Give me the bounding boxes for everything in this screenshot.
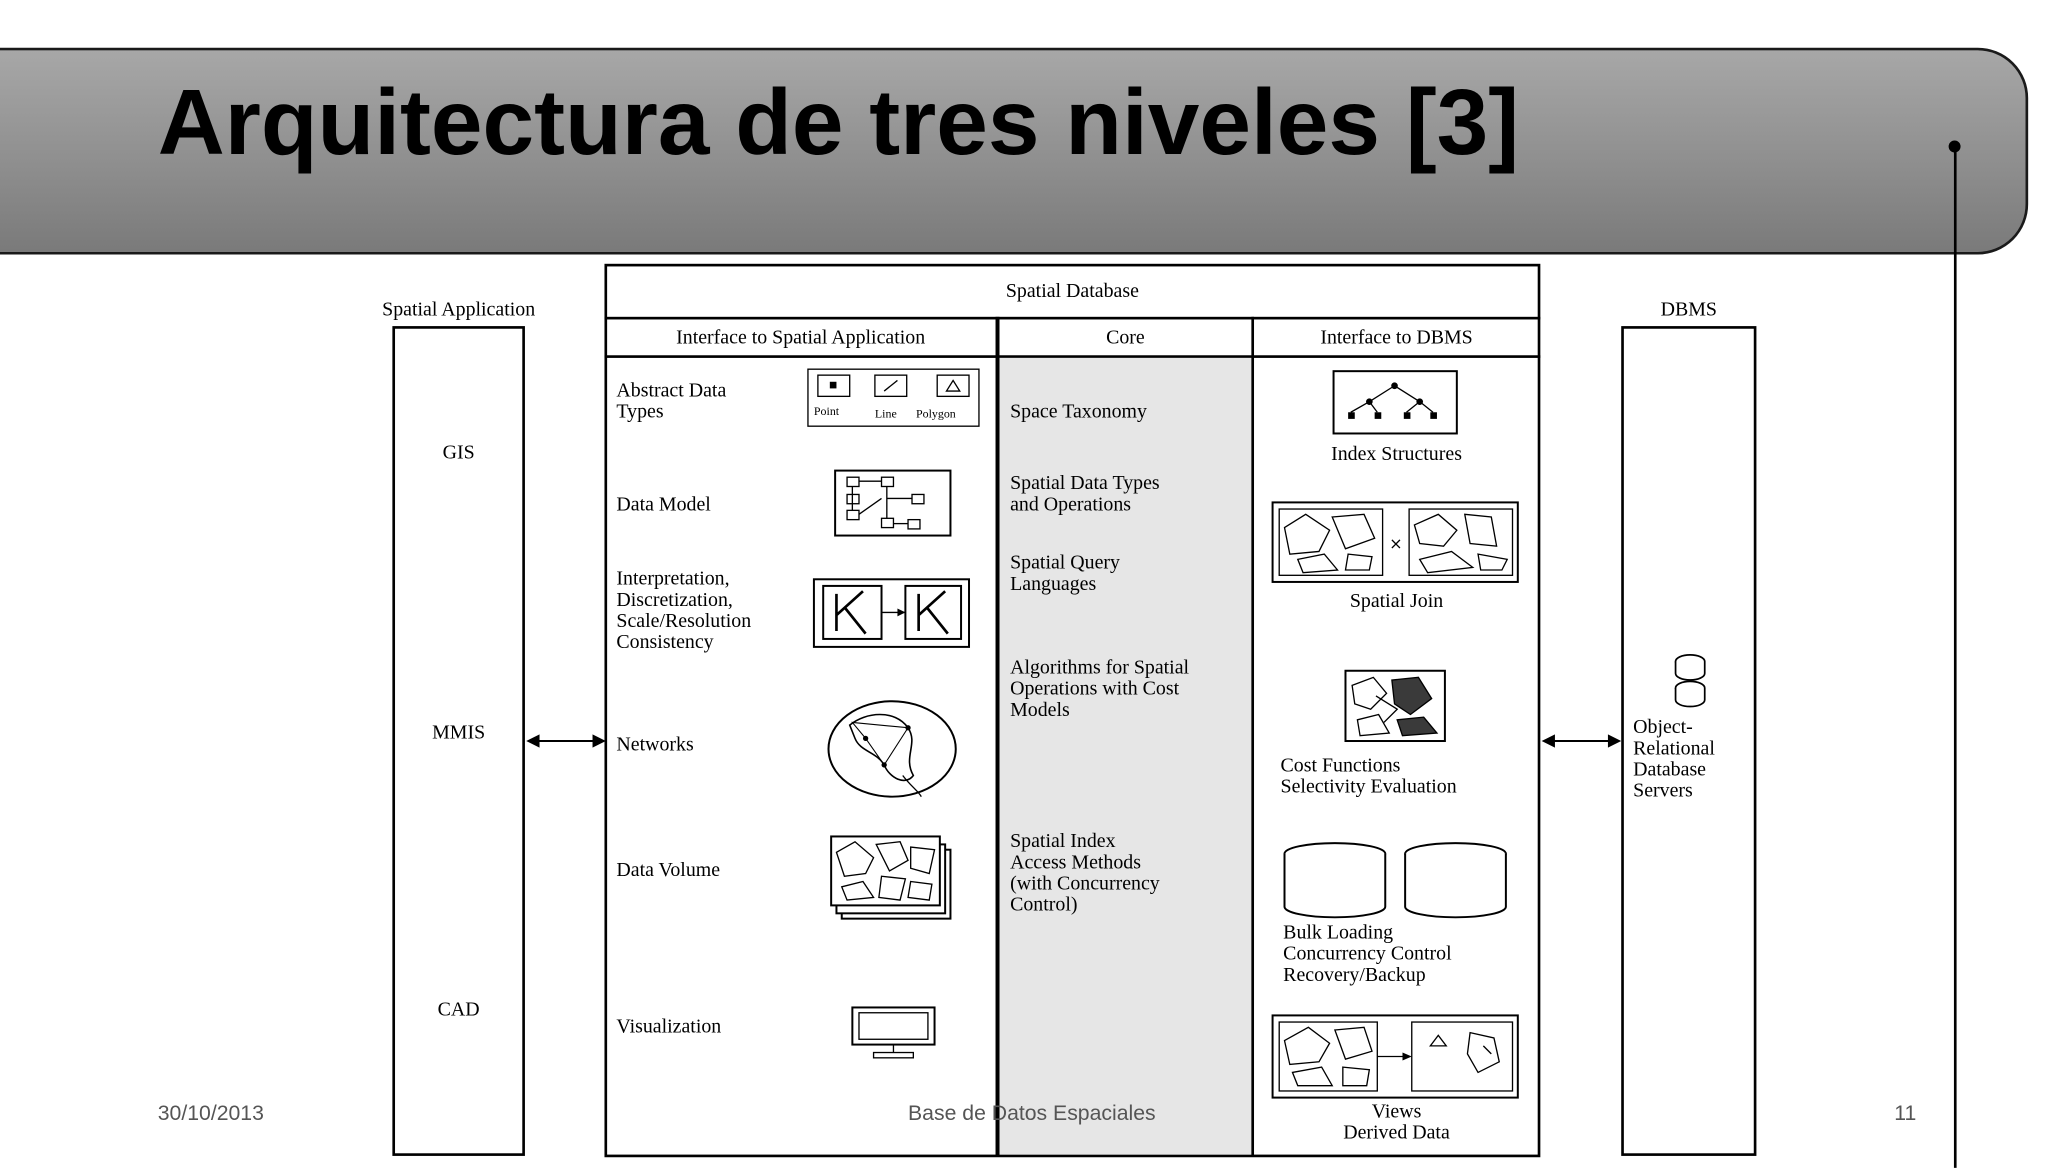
column-divider-2 xyxy=(1251,317,1254,1156)
double-arrow-icon xyxy=(525,732,607,751)
core-header: Core xyxy=(1106,327,1145,349)
decorative-vertical-line xyxy=(1954,146,1957,1168)
spatial-database-header: Spatial Database xyxy=(1005,281,1139,303)
interface-dbms-header: Interface to DBMS xyxy=(1320,327,1473,349)
footer-center-text: Base de Datos Espaciales xyxy=(908,1102,1156,1126)
line-icon xyxy=(874,374,908,398)
disk-icon xyxy=(1402,840,1508,920)
discretization-icon xyxy=(813,578,972,650)
polygon-icon xyxy=(936,374,970,398)
svg-text:×: × xyxy=(1389,533,1403,553)
double-arrow-icon xyxy=(1540,732,1622,751)
dbms-if-spatial-join: Spatial Join xyxy=(1349,591,1444,613)
adt-polygon-label: Polygon xyxy=(915,406,956,421)
app-item-gis: GIS xyxy=(442,442,475,464)
slide-title: Arquitectura de tres niveles [3] xyxy=(157,70,1520,174)
dbms-if-cost-functions: Cost Functions Selectivity Evaluation xyxy=(1280,755,1457,799)
column-divider-1 xyxy=(996,317,1000,1156)
index-tree-icon xyxy=(1332,370,1459,436)
data-volume-icon xyxy=(829,834,956,924)
core-spatial-index: Spatial Index Access Methods (with Concurrency Control) xyxy=(1010,831,1160,916)
views-icon xyxy=(1271,1014,1520,1099)
adt-point-label: Point xyxy=(813,404,840,418)
app-if-data-volume: Data Volume xyxy=(616,860,721,882)
interface-app-header: Interface to Spatial Application xyxy=(676,327,926,349)
dbms-header: DBMS xyxy=(1660,299,1718,321)
disk-icon xyxy=(1282,840,1388,920)
app-if-visualization: Visualization xyxy=(616,1016,722,1038)
app-if-data-model: Data Model xyxy=(616,494,711,516)
dbms-object-relational-servers: Object- Relational Database Servers xyxy=(1633,717,1715,802)
app-if-networks: Networks xyxy=(616,734,694,756)
cost-function-icon xyxy=(1344,669,1447,743)
decorative-dot xyxy=(1949,141,1961,153)
dbms-if-index-structures: Index Structures xyxy=(1331,444,1462,466)
app-if-interpretation: Interpretation, Discretization, Scale/Resolution Consistency xyxy=(616,568,752,654)
globe-icon xyxy=(826,699,961,802)
core-algorithms: Algorithms for Spatial Operations with Cost Models xyxy=(1010,657,1190,722)
point-icon xyxy=(817,374,851,398)
spatial-join-icon xyxy=(1271,501,1520,583)
app-if-abstract-data-types: Abstract Data Types xyxy=(616,380,727,423)
spatial-application-header: Spatial Application xyxy=(382,299,536,321)
data-model-icon xyxy=(834,469,953,538)
footer-date: 30/10/2013 xyxy=(157,1102,264,1126)
core-space-taxonomy: Space Taxonomy xyxy=(1010,401,1147,423)
header-divider xyxy=(604,317,1540,320)
dbms-if-bulk-loading: Bulk Loading Concurrency Control Recovery/Backup xyxy=(1283,922,1452,987)
core-spatial-query-languages: Spatial Query Languages xyxy=(1010,552,1121,596)
adt-line-label: Line xyxy=(874,406,897,421)
core-spatial-data-types: Spatial Data Types and Operations xyxy=(1010,473,1160,516)
app-item-mmis: MMIS xyxy=(432,722,486,744)
dbms-if-views: Views Derived Data xyxy=(1343,1101,1450,1144)
footer-page-number: 11 xyxy=(1894,1102,1917,1126)
app-item-cad: CAD xyxy=(437,999,480,1021)
monitor-icon xyxy=(850,1005,937,1061)
database-icon xyxy=(1664,652,1717,713)
